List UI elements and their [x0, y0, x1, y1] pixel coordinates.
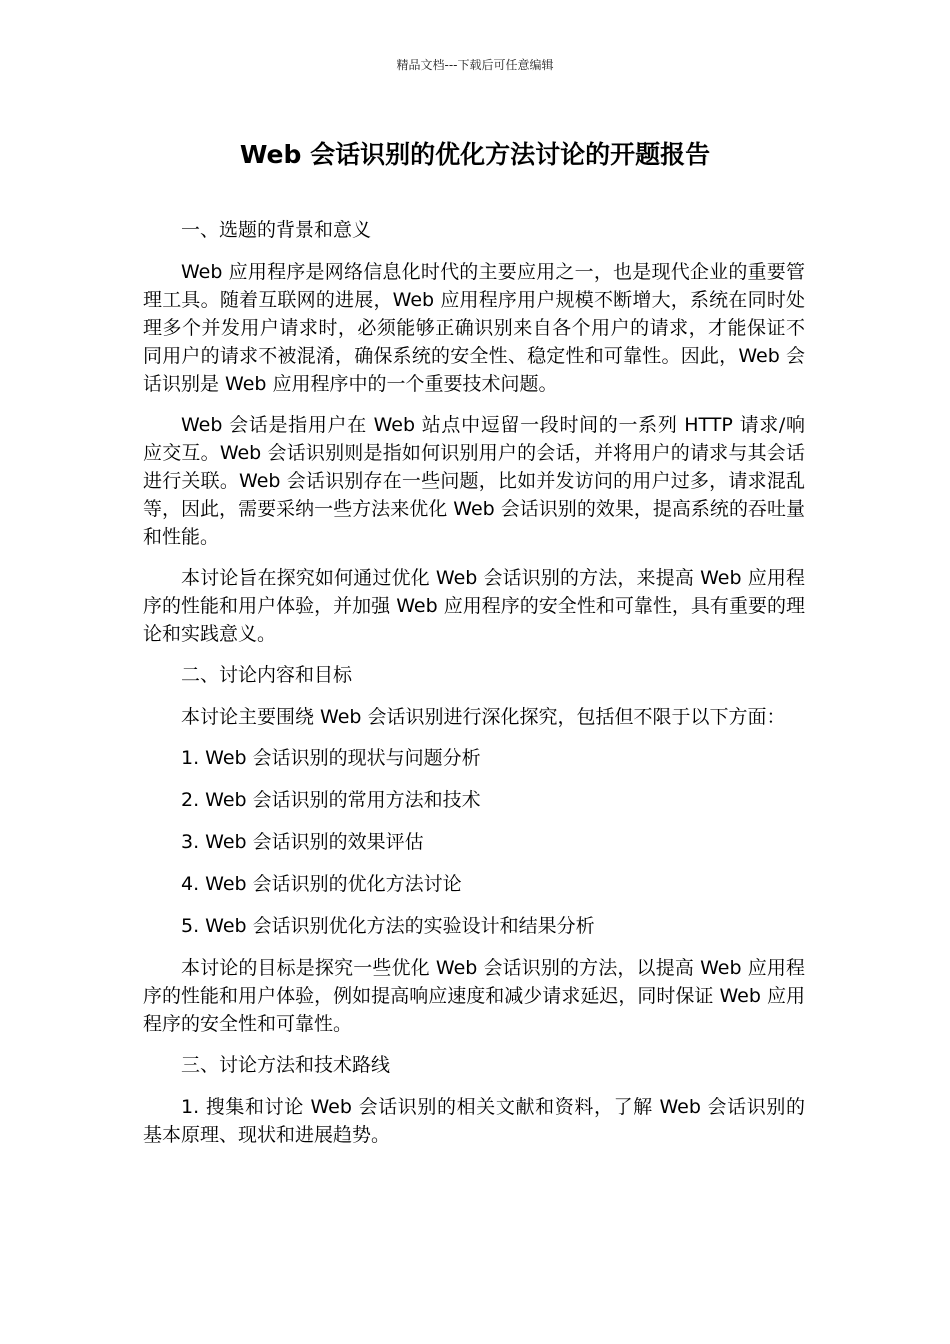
paragraph-session-definition: Web 会话是指用户在 Web 站点中逗留一段时间的一系列 HTTP 请求/响应交互。Web 会话识别则是指如何识别用户的会话，并将用户的请求与其会话进行关联。Web 会话识别存在一些问题，比如并发访问的用户过多，请求混乱等，因此，需要采纳一些方法来优化 Web 会话识别的效果，提高系统的吞吐量和性能。	[143, 414, 805, 548]
list-item: 2. Web 会话识别的常用方法和技术	[181, 789, 481, 811]
document-title: Web 会话识别的优化方法讨论的开题报告	[239, 140, 711, 169]
section-heading-content-goals: 二、讨论内容和目标	[181, 664, 353, 686]
paragraph-purpose: 本讨论旨在探究如何通过优化 Web 会话识别的方法，来提高 Web 应用程序的性能和用户体验，并加强 Web 应用程序的安全性和可靠性，具有重要的理论和实践意义。	[143, 567, 805, 645]
section-heading-background: 一、选题的背景和意义	[181, 219, 372, 241]
list-item: 4. Web 会话识别的优化方法讨论	[181, 873, 462, 895]
paragraph-content-intro: 本讨论主要围绕 Web 会话识别进行深化探究，包括但不限于以下方面：	[181, 706, 786, 728]
paragraph-background: Web 应用程序是网络信息化时代的主要应用之一，也是现代企业的重要管理工具。随着互联网的进展，Web 应用程序用户规模不断增大，系统在同时处理多个并发用户请求时，必须能够正确识别来自各个用户的请求，才能保证不同用户的请求不被混淆，确保系统的安全性、稳定性和可靠性。因此，Web 会话识别是 Web 应用程序中的一个重要技术问题。	[143, 261, 805, 395]
list-item: 1. Web 会话识别的现状与问题分析	[181, 747, 481, 769]
paragraph-goals: 本讨论的目标是探究一些优化 Web 会话识别的方法，以提高 Web 应用程序的性能和用户体验，例如提高响应速度和减少请求延迟，同时保证 Web 应用程序的安全性和可靠性。	[143, 957, 805, 1035]
list-item: 5. Web 会话识别优化方法的实验设计和结果分析	[181, 915, 595, 937]
section-heading-methods: 三、讨论方法和技术路线	[181, 1054, 391, 1076]
paragraph-method-1: 1. 搜集和讨论 Web 会话识别的相关文献和资料，了解 Web 会话识别的基本原理、现状和进展趋势。	[143, 1096, 805, 1146]
document-body	[143, 216, 805, 1162]
header-note: 精品文档---下载后可任意编辑	[396, 58, 554, 72]
list-item: 3. Web 会话识别的效果评估	[181, 831, 424, 853]
